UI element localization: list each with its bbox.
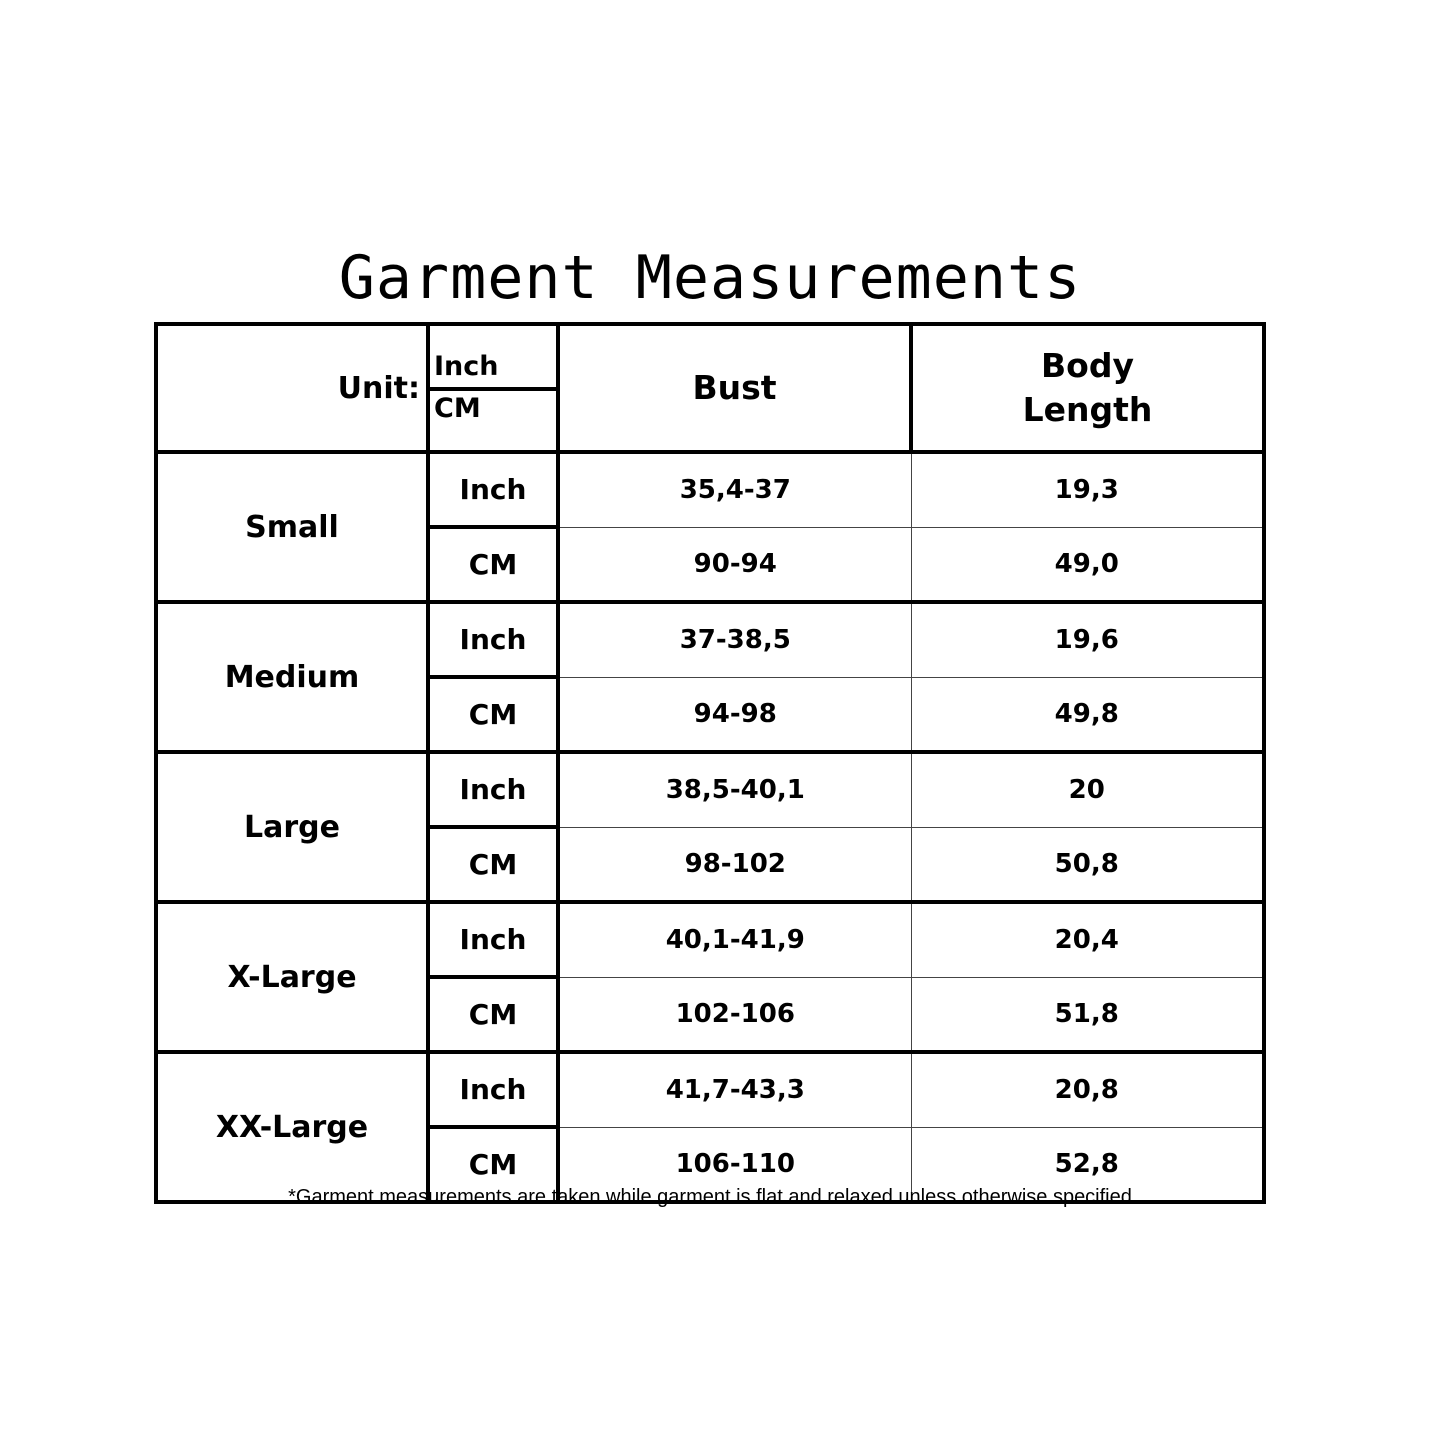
unit-inch: Inch [428, 752, 558, 827]
unit-inch: Inch [428, 1052, 558, 1127]
unit-cm: CM [428, 827, 558, 902]
table-row [156, 452, 1264, 527]
length-inch-value: 20,8 [911, 1052, 1264, 1127]
length-inch-value: 20,4 [911, 902, 1264, 977]
bust-cm-value: 106-110 [558, 1127, 911, 1202]
body-length-header-line1: Body [1041, 346, 1134, 385]
unit-inch: Inch [428, 452, 558, 527]
length-cm-value: 50,8 [911, 827, 1264, 902]
length-inch-value: 19,6 [911, 602, 1264, 677]
bust-cm-value: 98-102 [558, 827, 911, 902]
size-label: Medium [156, 602, 428, 752]
bust-inch-value: 40,1-41,9 [558, 902, 911, 977]
unit-legend-cell [428, 324, 558, 452]
bust-inch-value: 41,7-43,3 [558, 1052, 911, 1127]
size-chart-table [154, 322, 1266, 1204]
size-label: XX-Large [156, 1052, 428, 1202]
body-length-header-line2: Length [1022, 390, 1153, 429]
unit-label: Unit: [156, 324, 428, 452]
unit-inch: Inch [428, 902, 558, 977]
page-title: Garment Measurements [338, 243, 1082, 313]
size-label: X-Large [156, 902, 428, 1052]
table-row [156, 1052, 1264, 1127]
size-label: Small [156, 452, 428, 602]
length-cm-value: 49,0 [911, 527, 1264, 602]
unit-cm: CM [428, 1127, 558, 1202]
unit-legend-inch: Inch [430, 349, 556, 391]
bust-cm-value: 94-98 [558, 677, 911, 752]
table-row [156, 602, 1264, 677]
table-header-row [156, 324, 1264, 452]
footnote: *Garment measurements are taken while garment is flat and relaxed unless otherwise specified [288, 1186, 1132, 1208]
size-label: Large [156, 752, 428, 902]
length-cm-value: 49,8 [911, 677, 1264, 752]
bust-cm-value: 102-106 [558, 977, 911, 1052]
length-cm-value: 52,8 [911, 1127, 1264, 1202]
table-row [156, 752, 1264, 827]
bust-header: Bust [558, 324, 911, 452]
body-length-header [911, 324, 1264, 452]
bust-cm-value: 90-94 [558, 527, 911, 602]
unit-cm: CM [428, 527, 558, 602]
bust-inch-value: 35,4-37 [558, 452, 911, 527]
table-row [156, 902, 1264, 977]
bust-inch-value: 37-38,5 [558, 602, 911, 677]
length-cm-value: 51,8 [911, 977, 1264, 1052]
length-inch-value: 19,3 [911, 452, 1264, 527]
unit-legend-cm: CM [434, 393, 481, 424]
bust-inch-value: 38,5-40,1 [558, 752, 911, 827]
unit-cm: CM [428, 677, 558, 752]
unit-inch: Inch [428, 602, 558, 677]
length-inch-value: 20 [911, 752, 1264, 827]
unit-cm: CM [428, 977, 558, 1052]
